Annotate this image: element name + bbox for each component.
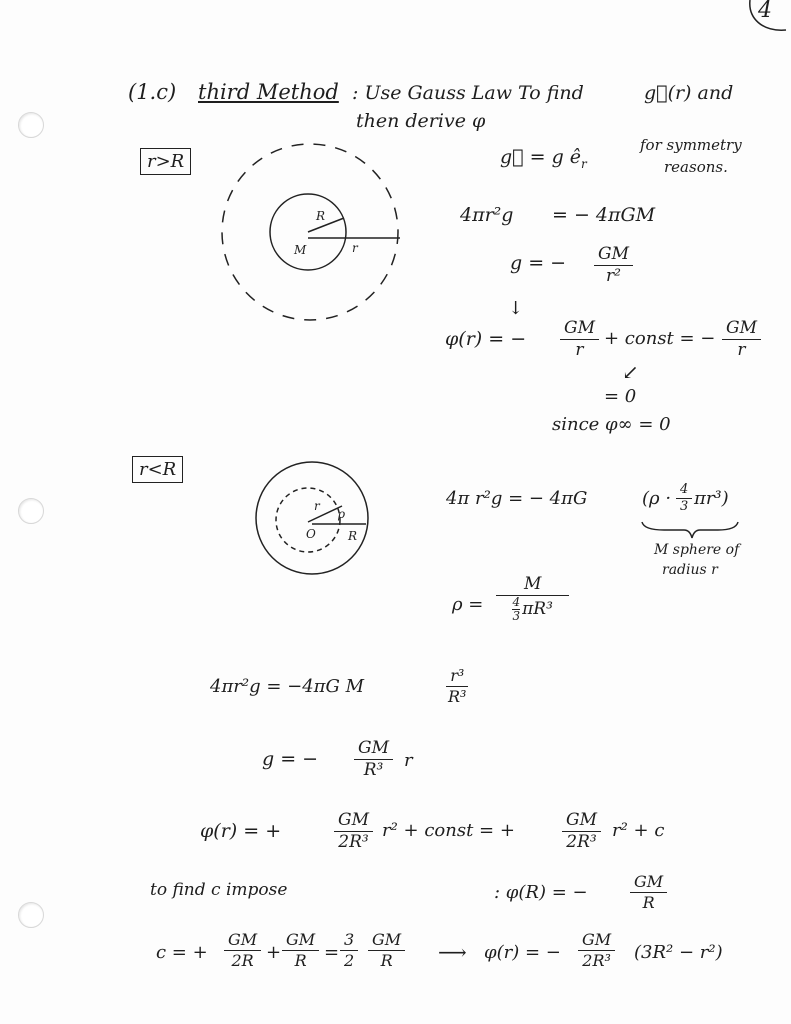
potential-eq-mid: + const = − xyxy=(604,328,716,349)
sphere-diagram-outside xyxy=(200,140,430,330)
impose-lhs: : φ(R) = − xyxy=(494,882,588,903)
potential-eq-fraction-2: $\frac{GM}{r}$ xyxy=(722,318,761,362)
heading-vector: g⃗(r) and xyxy=(644,82,734,104)
final-fraction: $\frac{GM}{\text{2R³}}$ xyxy=(578,930,615,971)
field-definition: g⃗ = g $ê_r$ xyxy=(500,146,587,171)
gauss-four-thirds: $\frac{4}{3}$ xyxy=(676,482,692,516)
punch-hole xyxy=(18,902,44,928)
find-c-text: to find c impose xyxy=(150,880,288,900)
impose-fraction: $\frac{GM}{R}$ xyxy=(630,872,667,913)
arrow-down: ↓ xyxy=(508,298,524,319)
punch-hole xyxy=(18,112,44,138)
diagram-label-M: M xyxy=(294,243,307,257)
c-frac-4: $\frac{GM}{R}$ xyxy=(368,930,405,971)
diagram-label-R-inner: R xyxy=(348,529,358,543)
potential-inside-mid: r² + const = + xyxy=(382,820,515,841)
diagram-label-R: R xyxy=(316,209,326,223)
gauss-inside-2-fraction: $\frac{\text{r³}}{\text{R³}}$ xyxy=(448,666,467,706)
c-plus: + xyxy=(266,942,282,963)
symmetry-note-1: for symmetry xyxy=(640,136,742,154)
gauss-tail: πr³) xyxy=(694,488,729,509)
since-note: since φ∞ = 0 xyxy=(552,414,671,435)
potential-inside-lhs: φ(r) = + xyxy=(200,820,282,842)
c-eq-lhs: c = + xyxy=(156,942,208,963)
field-inside-fraction: $\frac{GM}{\text{R³}}$ xyxy=(354,738,393,782)
potential-inside-fraction-2: $\frac{GM}{\text{2R³}}$ xyxy=(562,810,601,854)
gauss-lhs-inside: 4π r²g = − 4πG xyxy=(446,488,588,509)
sphere-diagram-inside xyxy=(250,466,380,570)
density-fraction: M 4 3 πR³ xyxy=(496,574,569,624)
section-label: (1.c) xyxy=(128,80,177,104)
diagram-label-r: r xyxy=(352,241,358,255)
field-inside-lhs: g = − xyxy=(262,748,319,770)
diagram-label-O: O xyxy=(306,527,316,541)
c-frac-2: $\frac{GM}{R}$ xyxy=(282,930,319,971)
gauss-inside-2-lhs: 4πr²g = −4πG M xyxy=(210,676,365,697)
heading-line2: then derive φ xyxy=(356,110,486,132)
gauss-lhs-outside: 4πr²g xyxy=(460,204,514,226)
final-lhs: φ(r) = − xyxy=(484,942,561,963)
field-eq-fraction: $\frac{GM}{\text{r²}}$ xyxy=(594,244,633,288)
final-arrow: ⟶ xyxy=(438,940,467,964)
brace-note-2: radius r xyxy=(662,562,718,578)
section-title: third Method xyxy=(198,80,339,104)
c-frac-3: $\frac{3}{2}$ xyxy=(340,930,358,971)
potential-inside-tail: r² + c xyxy=(612,820,665,841)
final-tail: (3R² − r²) xyxy=(634,942,723,963)
density-lhs: ρ = xyxy=(452,594,484,615)
diagram-label-rho: ρ xyxy=(338,507,346,521)
brace-note-1: M sphere of xyxy=(654,542,740,558)
punch-hole xyxy=(18,498,44,524)
c-equals: = xyxy=(324,942,340,963)
arrow-diag: ↙ xyxy=(622,360,639,384)
potential-inside-fraction: $\frac{GM}{\text{2R³}}$ xyxy=(334,810,373,854)
potential-eq-lhs: φ(r) = − xyxy=(445,328,527,350)
diagram-label-r-inner: r xyxy=(314,499,320,513)
case-label-outside: r>R xyxy=(140,148,191,175)
page-number: 4 xyxy=(758,0,772,23)
case-label-inside: r<R xyxy=(132,456,183,483)
underbrace xyxy=(640,520,740,540)
field-eq-lhs: g = − xyxy=(510,252,567,274)
gauss-paren: (ρ · xyxy=(642,488,672,509)
field-inside-tail: r xyxy=(404,750,413,771)
symmetry-note-2: reasons. xyxy=(664,158,728,176)
const-zero: = 0 xyxy=(604,386,637,407)
potential-eq-fraction: $\frac{GM}{r}$ xyxy=(560,318,599,362)
heading-line1: : Use Gauss Law To find xyxy=(352,82,584,104)
gauss-rhs-outside: = − 4πGM xyxy=(552,204,656,226)
c-frac-1: $\frac{GM}{2R}$ xyxy=(224,930,261,971)
